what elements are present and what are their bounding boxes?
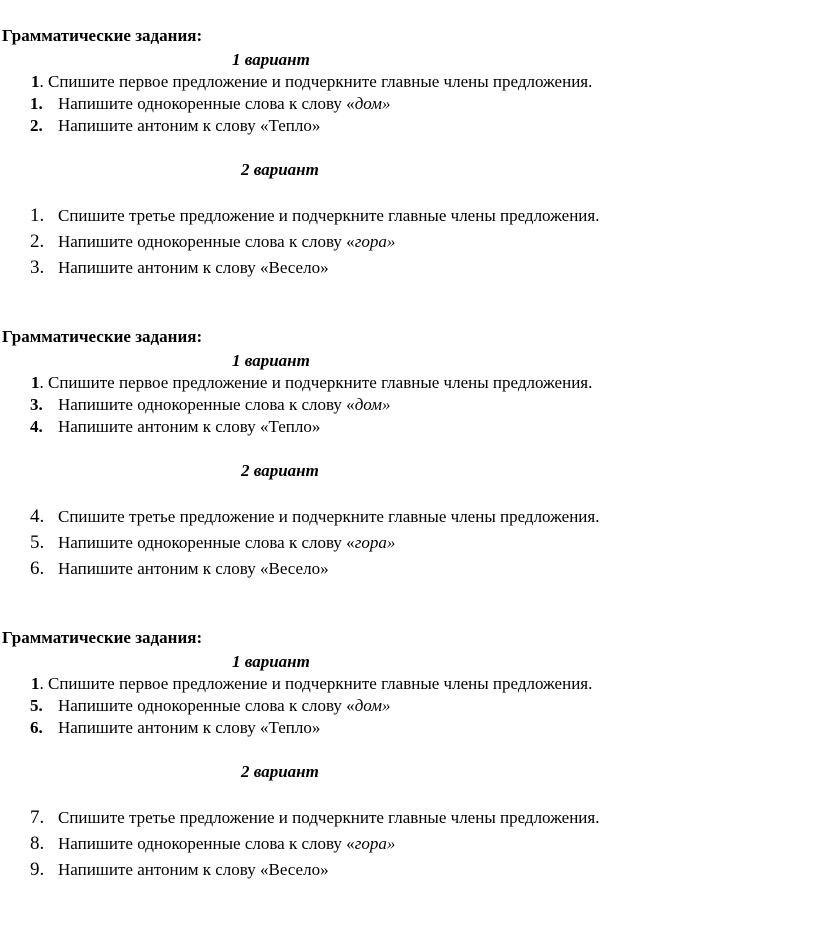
item-number: 5. — [30, 696, 43, 715]
variant-2-heading: 2 вариант — [241, 461, 319, 480]
variant-2-heading: 2 вариант — [241, 160, 319, 179]
item-number: 6. — [30, 558, 45, 579]
variant-1-heading: 1 вариант — [232, 351, 310, 370]
item-number: 7. — [30, 807, 45, 828]
item-number: 4. — [30, 417, 43, 436]
item-number: 1. — [30, 94, 43, 113]
variant-1-heading: 1 вариант — [232, 50, 310, 69]
item-number: 2. — [30, 116, 43, 135]
block-title: Грамматические задания: — [2, 628, 203, 647]
item-number: 4. — [30, 506, 45, 527]
item-number: 9. — [30, 859, 45, 880]
block-title: Грамматические задания: — [2, 26, 203, 45]
item-number: 3. — [30, 257, 45, 278]
item-number: 3. — [30, 395, 43, 414]
document-page: Грамматические задания: 1 вариант 1. Спишите первое предложение и подчеркните главные члены предложения. 1. Напишите однокоренные слова к слову «дом» 2. Напишите антоним к слову «Тепло» 2 вариант 1. Спишите третье предложение и подчеркните главные члены предложения. 2. Напишите однокоренные слова к слову «гора» 3. Напишите антоним к слову «Весело» Грамматические задания: 1 вариант 1. Спишите первое предложение и подчеркните главные члены предложения. 3. Напишите однокоренные слова к слову «дом» 4. Напишите антоним к слову «Тепло» 2 вариант 4. Спишите третье предложение и подчеркните главные члены предложения. 5. Напишите однокоренные слова к слову «гора» 6. Напишите антоним к слову «Весело» Грамматические задания: 1 вариант 1. Спишите первое предложение и подчеркните главные члены предложения. 5. Напишите однокоренные слова к слову «дом» 6. Напишите антоним к слову «Тепло» 2 вариант 7. Спишите третье предложение и подчеркните главные члены предложения. 8. Напишите однокоренные слова к слову «гора» 9. Напишите антоним к слову «Весело» — [2, 26, 600, 880]
item-number: 2. — [30, 231, 45, 252]
variant-2-heading: 2 вариант — [241, 762, 319, 781]
item-number: 1. — [30, 205, 45, 226]
item-number: 8. — [30, 833, 45, 854]
block-title: Грамматические задания: — [2, 327, 203, 346]
item-number: 5. — [30, 532, 45, 553]
variant-1-heading: 1 вариант — [232, 652, 310, 671]
item-number: 6. — [30, 718, 43, 737]
